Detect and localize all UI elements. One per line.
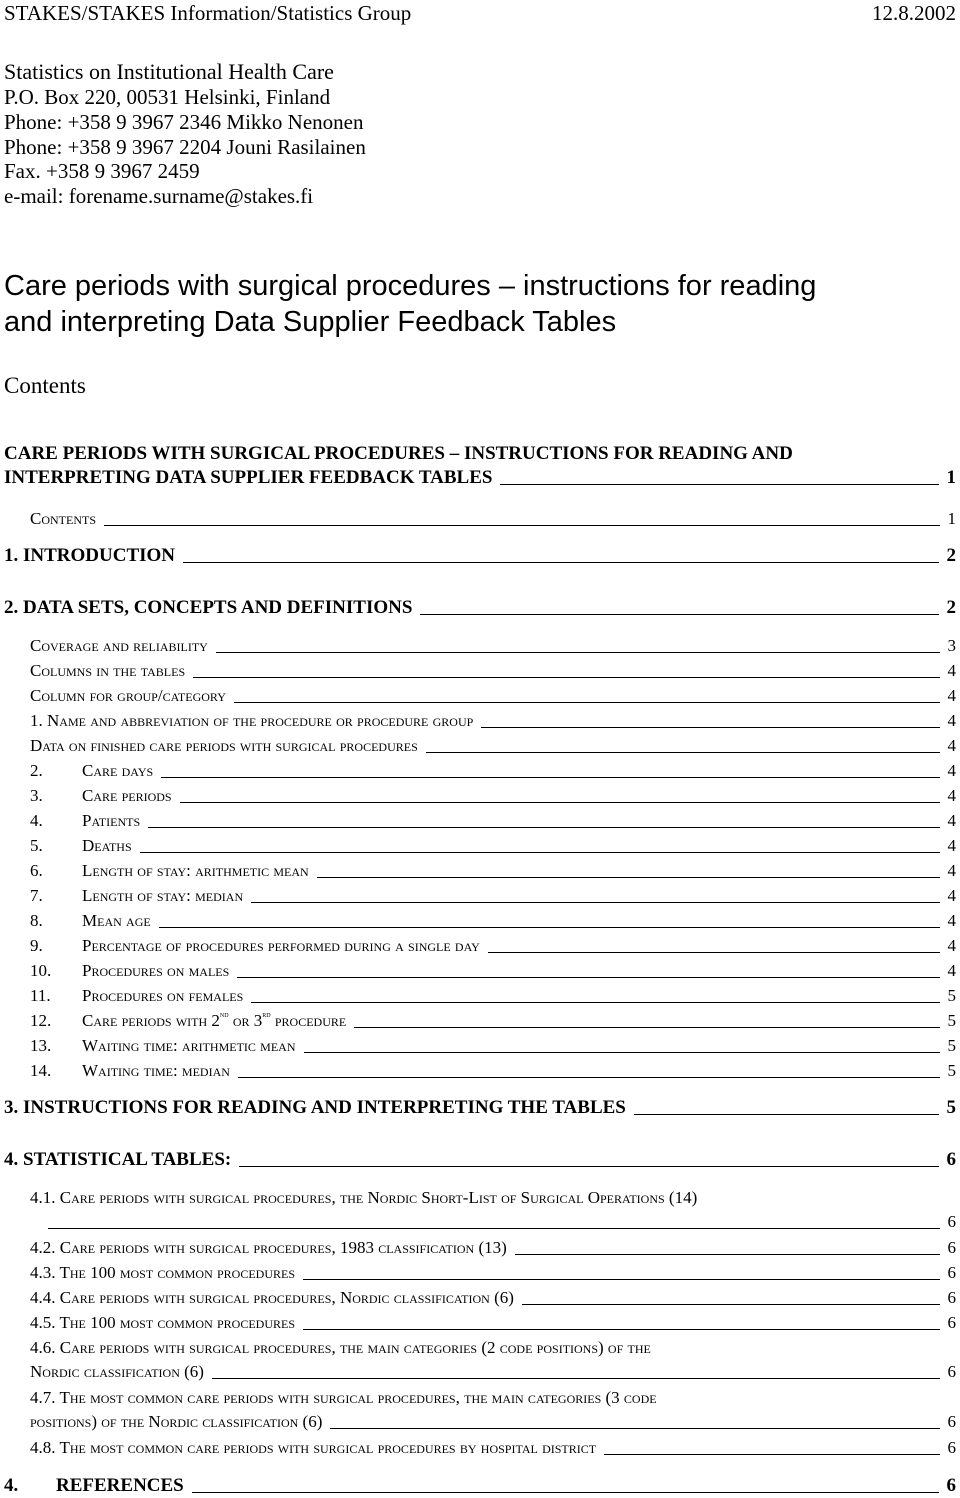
toc-page-number: 4 [947, 886, 956, 905]
toc-entry-line-1: CARE PERIODS WITH SURGICAL PROCEDURES – INSTRUCTIONS FOR READING AND [4, 443, 793, 464]
toc-entry-line-1: 4.1. Care periods with surgical procedures, the Nordic Short-List of Surgical Operations (14) [30, 1188, 698, 1207]
toc-entry[interactable] [30, 909, 956, 933]
toc-leader [303, 1279, 939, 1280]
toc-leader [426, 752, 940, 753]
toc-entry[interactable] [30, 984, 956, 1008]
toc-page-number: 4 [947, 936, 956, 955]
phone-2: Phone: +358 9 3967 2204 Jouni Rasilainen [4, 134, 366, 159]
toc-leader [420, 614, 938, 615]
toc-entry[interactable] [30, 1186, 956, 1234]
toc-page-number: 6 [947, 1313, 956, 1332]
toc-entry[interactable] [4, 596, 956, 620]
toc-page-number: 6 [946, 1475, 956, 1496]
toc-item-number: 11. [30, 986, 51, 1005]
toc-page-number: 1 [946, 467, 956, 488]
toc-item-number: 10. [30, 961, 52, 980]
toc-page-number: 4 [947, 686, 956, 705]
toc-entry[interactable] [30, 1311, 956, 1335]
toc-entry-text: 3. INSTRUCTIONS FOR READING AND INTERPRETING THE TABLES [4, 1097, 626, 1118]
toc-entry-text: REFERENCES [56, 1475, 184, 1496]
document-title [4, 268, 956, 340]
toc-entry[interactable] [30, 634, 956, 658]
toc-page-number: 5 [946, 1097, 956, 1118]
toc-leader [140, 852, 940, 853]
toc-item-number: 5. [30, 836, 43, 855]
toc-item-number: 8. [30, 911, 43, 930]
toc-page-number: 2 [946, 545, 956, 566]
toc-leader [239, 1166, 938, 1167]
toc-entry-text: Care days [82, 761, 154, 780]
toc-entry[interactable] [30, 1436, 956, 1460]
toc-item-number: 3. [30, 786, 43, 805]
toc-page-number: 4 [947, 861, 956, 880]
toc-page-number: 2 [946, 597, 956, 618]
toc-leader [515, 1254, 940, 1255]
toc-item-number: 4. [4, 1475, 19, 1496]
toc-entry[interactable] [30, 834, 956, 858]
toc-entry-text: Length of stay: arithmetic mean [82, 861, 309, 880]
toc-page-number: 5 [947, 1011, 956, 1030]
toc-page-number: 4 [947, 961, 956, 980]
toc-leader [192, 1492, 939, 1493]
toc-entry[interactable] [4, 544, 956, 568]
toc-entry[interactable] [4, 1474, 956, 1498]
toc-entry-text: 1. Name and abbreviation of the procedure or procedure group [30, 711, 474, 730]
toc-entry-text: 4.4. Care periods with surgical procedures, Nordic classification (6) [30, 1288, 514, 1307]
header-organization: STAKES/STAKES Information/Statistics Group [4, 1, 412, 25]
toc-entry[interactable] [30, 684, 956, 708]
contents-heading: Contents [4, 373, 86, 398]
toc-item-number: 4. [30, 811, 43, 830]
postal-address: P.O. Box 220, 00531 Helsinki, Finland [4, 85, 331, 109]
toc-page-number: 6 [946, 1149, 956, 1170]
toc-leader [212, 1378, 940, 1379]
toc-page-number: 6 [947, 1238, 956, 1257]
toc-entry-text: Waiting time: median [82, 1061, 230, 1080]
toc-entry[interactable] [4, 1148, 956, 1172]
toc-entry[interactable] [30, 1059, 956, 1083]
toc-entry[interactable] [30, 959, 956, 983]
toc-entry-text: Waiting time: arithmetic mean [82, 1036, 296, 1055]
unit-name: Statistics on Institutional Health Care [4, 59, 334, 84]
ordinal-superscript: nd [219, 1009, 229, 1019]
toc-entry[interactable] [30, 1261, 956, 1285]
toc-page-number: 5 [947, 986, 956, 1005]
toc-leader [193, 677, 939, 678]
toc-leader [488, 952, 940, 953]
toc-entry[interactable] [30, 734, 956, 758]
toc-entry-text: Columns in the tables [30, 661, 186, 680]
toc-item-number: 2. [30, 761, 43, 780]
toc-entry[interactable] [30, 934, 956, 958]
toc-leader [238, 1077, 940, 1078]
toc-entry-text: 4. STATISTICAL TABLES: [4, 1149, 232, 1170]
toc-page-number: 6 [947, 1263, 956, 1282]
toc-leader [159, 927, 940, 928]
toc-leader [148, 827, 939, 828]
toc-entry[interactable] [30, 859, 956, 883]
toc-item-number: 14. [30, 1061, 52, 1080]
toc-page-number: 4 [947, 811, 956, 830]
toc-entry[interactable] [30, 709, 956, 733]
toc-entry-text: 2. DATA SETS, CONCEPTS AND DEFINITIONS [4, 597, 413, 618]
toc-page-number: 4 [947, 836, 956, 855]
toc-page-number: 6 [947, 1362, 956, 1381]
toc-page-number: 4 [947, 786, 956, 805]
toc-entry[interactable] [30, 1034, 956, 1058]
toc-page-number: 3 [947, 636, 956, 655]
toc-entry[interactable] [30, 1386, 956, 1434]
toc-entry-text-a: Care periods with 2 [82, 1011, 220, 1030]
contact-block [4, 59, 366, 209]
toc-entry[interactable] [30, 1286, 956, 1310]
toc-entry-text: Care periods [82, 786, 172, 805]
toc-entry-line-2: positions) of the Nordic classification (6) [30, 1412, 323, 1431]
toc-entry-line-1: 4.6. Care periods with surgical procedures, the main categories (2 code positions) of the [30, 1338, 651, 1357]
toc-leader [251, 1002, 939, 1003]
toc-page-number: 5 [947, 1061, 956, 1080]
toc-entry[interactable] [30, 507, 956, 531]
email: e-mail: forename.surname@stakes.fi [4, 184, 314, 209]
toc-entry-text: 4.8. The most common care periods with surgical procedures by hospital district [30, 1438, 597, 1457]
toc-leader [330, 1428, 939, 1429]
toc-page-number: 4 [947, 711, 956, 730]
toc-entry-line-2: INTERPRETING DATA SUPPLIER FEEDBACK TABLES [4, 467, 493, 488]
toc-leader [234, 702, 940, 703]
toc-item-number: 7. [30, 886, 43, 905]
toc-entry-text: Mean age [82, 911, 151, 930]
toc-page-number: 4 [947, 761, 956, 780]
toc-leader [104, 525, 939, 526]
toc-entry-text: Column for group/category [30, 686, 226, 705]
toc-entry-text: Percentage of procedures performed during a single day [82, 936, 480, 955]
toc-entry-text: 1. INTRODUCTION [4, 545, 176, 566]
toc-page-number: 4 [947, 911, 956, 930]
toc-entry[interactable] [30, 759, 956, 783]
page-header [4, 0, 956, 26]
toc-page-number: 4 [947, 736, 956, 755]
phone-1: Phone: +358 9 3967 2346 Mikko Nenonen [4, 109, 364, 134]
toc-entry-text: 4.5. The 100 most common procedures [30, 1313, 296, 1332]
toc-leader [161, 777, 939, 778]
toc-entry-line-1: 4.7. The most common care periods with surgical procedures, the main categories (3 code [30, 1388, 657, 1407]
toc-page-number: 5 [947, 1036, 956, 1055]
toc-entry[interactable] [30, 884, 956, 908]
toc-leader [634, 1114, 939, 1115]
toc-entry-text: Coverage and reliability [30, 636, 208, 655]
toc-leader [354, 1027, 939, 1028]
toc-page-number: 4 [947, 661, 956, 680]
toc-leader [216, 652, 940, 653]
toc-entry-text: Procedures on males [82, 961, 230, 980]
toc-leader [317, 877, 940, 878]
toc-leader [180, 802, 940, 803]
toc-entry-text-c: procedure [270, 1011, 347, 1030]
toc-leader [48, 1228, 940, 1229]
toc-leader [522, 1304, 940, 1305]
toc-entry-text: Patients [82, 811, 141, 830]
toc-leader [251, 902, 939, 903]
toc-entry[interactable] [4, 442, 956, 490]
fax: Fax. +358 9 3967 2459 [4, 159, 200, 184]
toc-leader [183, 562, 938, 563]
toc-leader [604, 1454, 939, 1455]
toc-entry-text: Deaths [82, 836, 132, 855]
header-date: 12.8.2002 [872, 1, 956, 25]
toc-leader [237, 977, 939, 978]
toc-page-number: 6 [947, 1438, 956, 1457]
toc-item-number: 9. [30, 936, 43, 955]
toc-entry-text-b: or 3 [228, 1011, 263, 1030]
toc-item-number: 13. [30, 1036, 52, 1055]
toc-entry[interactable] [30, 809, 956, 833]
toc-page-number: 6 [947, 1212, 956, 1231]
toc-entry-line-2: Nordic classification (6) [30, 1362, 204, 1381]
toc-entry-text: Contents [30, 509, 97, 528]
toc-page-number: 6 [947, 1288, 956, 1307]
toc-item-number: 12. [30, 1011, 52, 1030]
toc-entry[interactable] [30, 1009, 956, 1033]
toc-entry[interactable] [30, 784, 956, 808]
toc-page-number: 1 [947, 509, 956, 528]
toc-entry[interactable] [30, 1336, 956, 1384]
toc-entry[interactable] [30, 1236, 956, 1260]
toc-leader [500, 484, 938, 485]
toc-entry-text: Procedures on females [82, 986, 244, 1005]
toc-leader [481, 727, 939, 728]
toc-entry-text: 4.3. The 100 most common procedures [30, 1263, 296, 1282]
toc-leader [303, 1329, 939, 1330]
toc-entry[interactable] [4, 1096, 956, 1120]
toc-entry-text: 4.2. Care periods with surgical procedures, 1983 classification (13) [30, 1238, 507, 1257]
toc-page-number: 6 [947, 1412, 956, 1431]
title-line-2: and interpreting Data Supplier Feedback Tables [4, 306, 617, 338]
toc-entry-text: Data on finished care periods with surgical procedures [30, 736, 418, 755]
toc-item-number: 6. [30, 861, 43, 880]
title-line-1: Care periods with surgical procedures – instructions for reading [4, 270, 817, 302]
toc-entry[interactable] [30, 659, 956, 683]
toc-leader [304, 1052, 940, 1053]
ordinal-superscript: rd [262, 1009, 271, 1019]
toc-entry-text: Length of stay: median [82, 886, 244, 905]
